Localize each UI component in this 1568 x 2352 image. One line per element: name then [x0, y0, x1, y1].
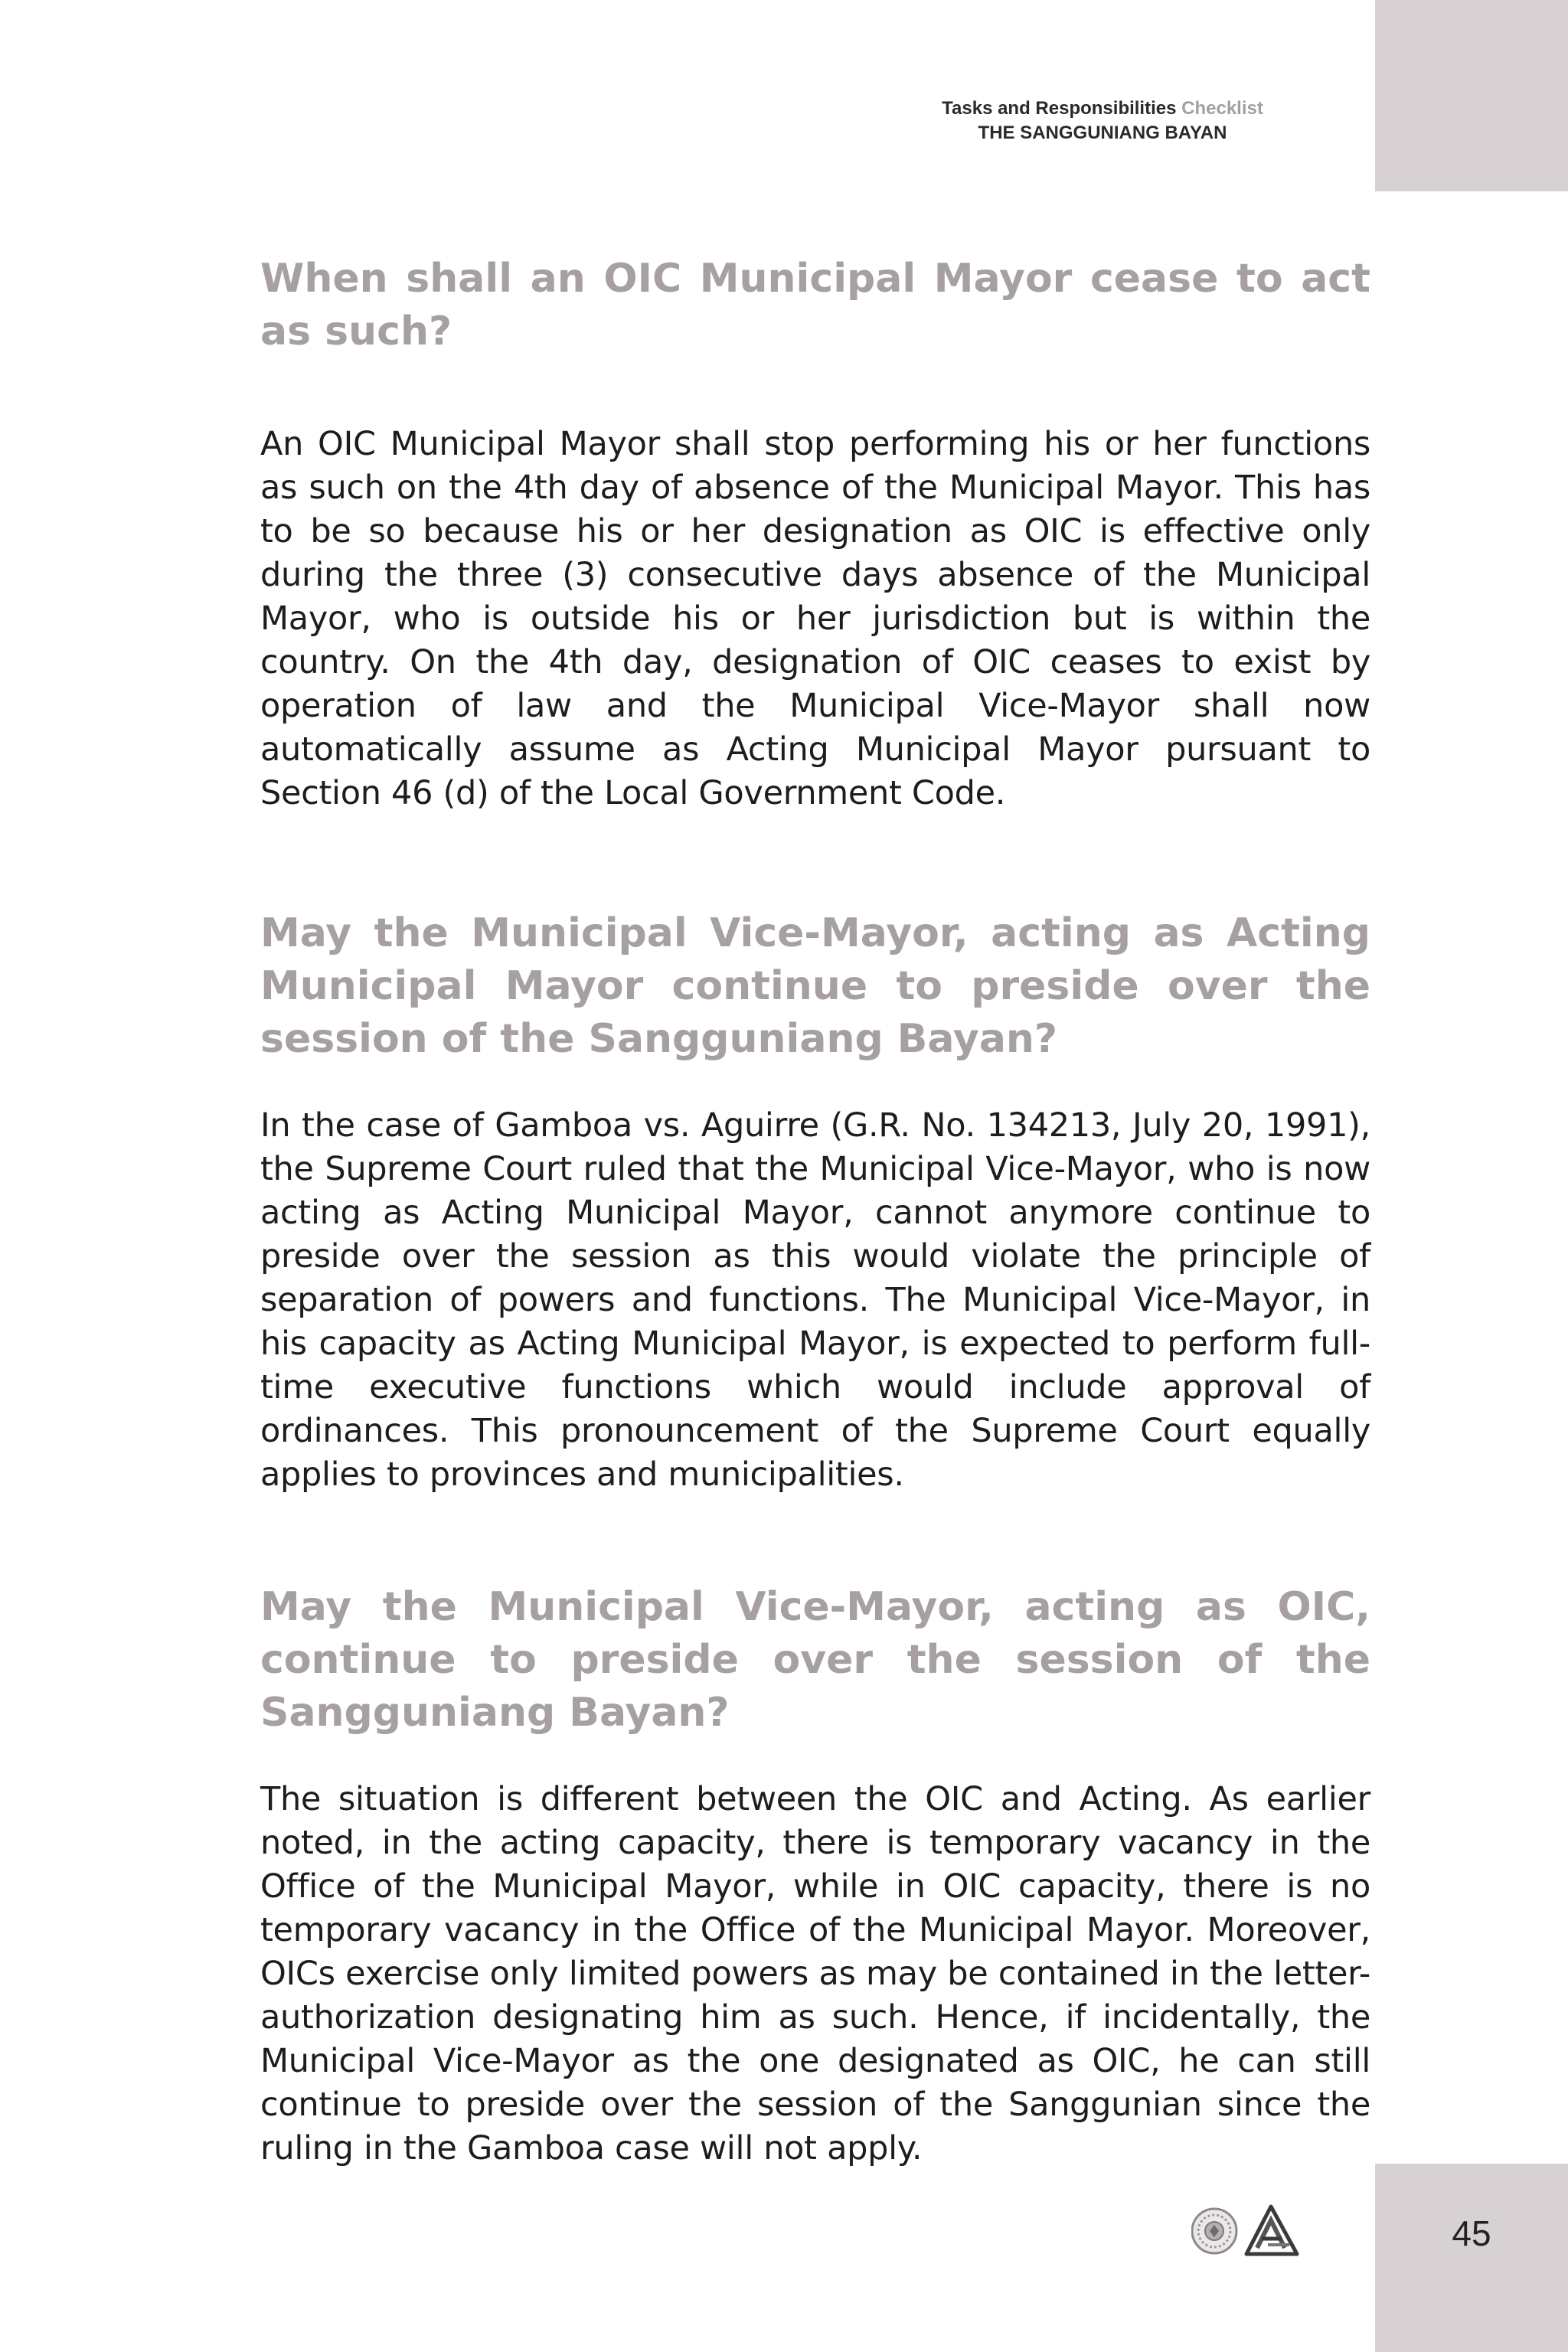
running-header-title [873, 96, 1332, 121]
section-2-question: May the Municipal Vice-Mayor, acting as Acting Municipal Mayor continue to preside over the session of the Sangguniang Bayan? [260, 910, 1370, 1062]
footer-logos [1191, 2200, 1306, 2262]
running-header-subtitle: THE SANGGUNIANG BAYAN [978, 122, 1227, 143]
section-1-question: When shall an OIC Municipal Mayor cease to act as such? [260, 256, 1370, 354]
section-3-answer: The situation is different between the OIC and Acting. As earlier noted, in the acting capacity, there is temporary vacancy in the Office of the Municipal Mayor, while in OIC capacity, there is no temporary vacancy in the Office of the Municipal Mayor. Moreover, OICs exercise only limited powers as may be contained in the letter-authorization designating him as such. Hence, if incidentally, the Municipal Vice-Mayor as the one designated as OIC, he can still continue to preside over the session of the Sanggunian since the ruling in the Gamboa case will not apply. [260, 1780, 1370, 2167]
lga-logo-icon [1246, 2207, 1297, 2254]
seal-logo-icon [1192, 2209, 1236, 2253]
section-3-question: May the Municipal Vice-Mayor, acting as OIC, continue to preside over the session of the Sangguniang Bayan? [260, 1584, 1370, 1736]
running-header-title-accent: Checklist [1181, 98, 1263, 119]
page-number: 45 [1452, 2213, 1491, 2253]
bottom-corner-tab [1375, 2164, 1568, 2352]
page-content [260, 253, 1370, 2171]
top-corner-tab [1375, 0, 1568, 191]
footer-logos-svg [1191, 2200, 1306, 2262]
running-header-title-main: Tasks and Responsibilities [942, 98, 1177, 119]
section-1-answer: An OIC Municipal Mayor shall stop performing his or her functions as such on the 4th day of absence of the Municipal Mayor. This has to be so because his or her designation as OIC is effective only during the three (3) consecutive days absence of the Municipal Mayor, who is outside his or her jurisdiction but is within the country. On the 4th day, designation of OIC ceases to exist by operation of law and the Municipal Vice-Mayor shall now automatically assume as Acting Municipal Mayor pursuant to Section 46 (d) of the Local Government Code. [260, 425, 1370, 812]
running-header [873, 96, 1332, 145]
section-2-answer: In the case of Gamboa vs. Aguirre (G.R. No. 134213, July 20, 1991), the Supreme Court ruled that the Municipal Vice-Mayor, who is now acting as Acting Municipal Mayor, cannot anymore continue to preside over the session as this would violate the principle of separation of powers and functions. The Municipal Vice-Mayor, in his capacity as Acting Municipal Mayor, is expected to perform full-time executive functions which would include approval of ordinances. This pronouncement of the Supreme Court equally applies to provinces and municipalities. [260, 1106, 1370, 1494]
